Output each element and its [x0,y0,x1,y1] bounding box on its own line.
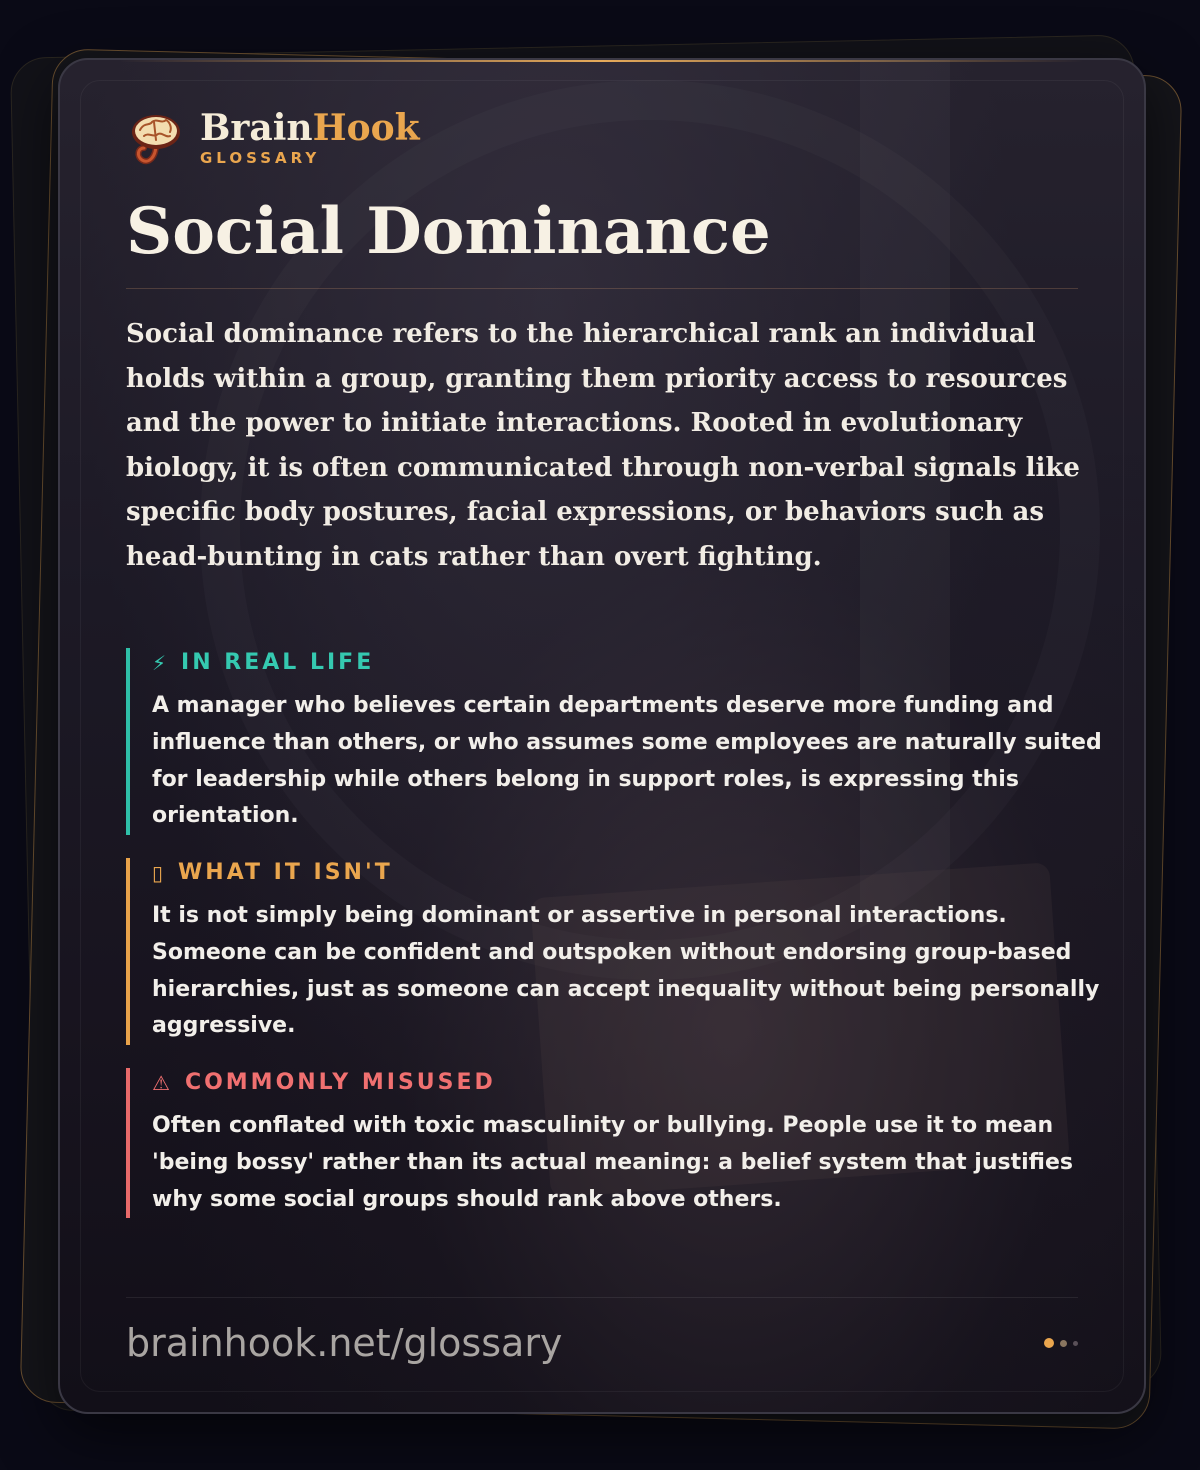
term-definition: Social dominance refers to the hierarchical rank an individual holds within a group, granting them priority access to resources and the power to initiate interactions. Rooted in evolutionary biology, it is often communicated through non-verbal signals like specific body postures, facial expressions, or behaviors such as head-bunting in cats rather than overt fighting. [126,319,1080,572]
section-in-real-life [126,648,1112,835]
section-body: Often conflated with toxic masculinity or bullying. People use it to mean 'being bossy' rather than its actual meaning: a belief system that justifies why some social groups should rank above others. [152,1113,1073,1212]
pagination-dots [1044,1338,1078,1348]
brand-header [126,108,420,168]
section-heading [152,648,1112,678]
section-body: It is not simply being dominant or assertive in personal interactions. Someone can be confident and outspoken without endorsing group-based hierarchies, just as someone can accept inequality without being personally aggressive. [152,903,1100,1039]
term-title: Social Dominance [126,194,771,269]
brand-name-brain: Brain [200,107,313,149]
footer-url[interactable]: brainhook.net/glossary [126,1321,563,1365]
missing-glyph-icon: ▯ [152,861,167,885]
lightning-icon: ⚡ [152,651,170,675]
section-heading [152,1068,1112,1098]
brand-text [200,109,420,167]
brand-name-hook: Hook [312,107,420,149]
section-what-it-isnt [126,858,1112,1045]
brand-name [200,109,420,147]
warning-icon: ⚠ [152,1071,173,1095]
section-heading-label: IN REAL LIFE [181,650,375,675]
footer-divider [126,1297,1078,1298]
section-heading-label: COMMONLY MISUSED [184,1070,496,1095]
title-divider [126,288,1078,289]
section-heading-label: WHAT IT ISN'T [178,860,393,885]
pagination-dot-active[interactable] [1044,1338,1054,1348]
section-body: A manager who believes certain departments deserve more funding and influence than others, or who assumes some employees are naturally suited for leadership while others belong in support roles, is expressing this orientation. [152,693,1102,829]
brain-hook-icon [126,108,186,168]
brand-subtitle: GLOSSARY [200,149,321,167]
section-commonly-misused [126,1068,1112,1218]
pagination-dot[interactable] [1060,1340,1067,1347]
section-heading [152,858,1112,888]
glossary-card [58,58,1146,1414]
pagination-dot[interactable] [1073,1341,1078,1346]
